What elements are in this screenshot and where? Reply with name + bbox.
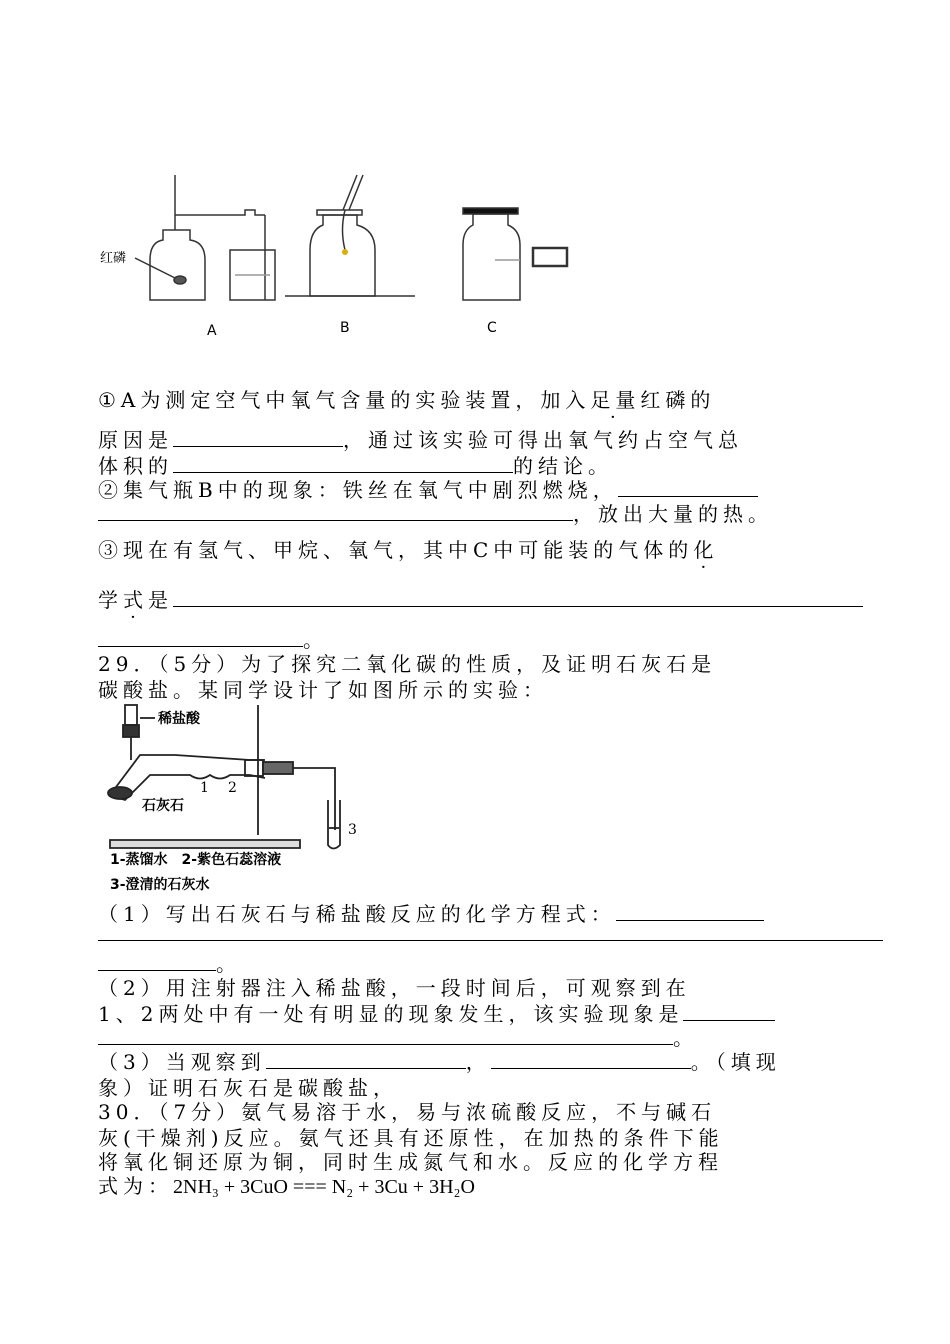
q30-line3: 将氧化铜还原为铜，同时生成氮气和水。反应的化学方程 — [98, 1150, 723, 1174]
answer-blank[interactable] — [173, 428, 343, 447]
q29-part2-text: 1、2两处中有一处有明显的现象发生，该实验现象是 — [98, 1002, 684, 1026]
q28-item2-line2 — [98, 498, 888, 527]
q28-item1-text-e: 体积的 — [98, 454, 173, 478]
q29-part1-end: 。 — [216, 952, 241, 976]
answer-blank[interactable] — [618, 478, 758, 497]
q29-part3-text-a: （3）当观察到 — [98, 1050, 266, 1074]
q30-line2: 灰(干燥剂)反应。氨气还具有还原性，在加热的条件下能 — [98, 1126, 724, 1150]
label-2: 2 — [228, 780, 237, 796]
answer-blank[interactable] — [173, 588, 863, 607]
label-1: 1 — [200, 780, 209, 796]
label-red-phosphorus: 红磷 — [100, 251, 127, 266]
syringe-icon — [123, 705, 155, 760]
q28-item1-text-c: 原因是 — [98, 428, 173, 452]
q28-item2-text-a: ②集气瓶B中的现象：铁丝在氧气中剧烈燃烧， — [98, 478, 618, 502]
q28-item3-text-a: ③现在有氢气、甲烷、氧气，其中C中可能装的气体的 — [98, 538, 694, 562]
q29-part3-text-b: ， — [465, 1050, 491, 1074]
q28-item2-text-b: ，放出大量的热。 — [573, 502, 773, 526]
q29-part2-end: 。 — [673, 1026, 698, 1050]
q30-line4 — [98, 1170, 888, 1199]
apparatus-c-icon — [463, 208, 567, 300]
q28-item1-text-f: 的结论。 — [513, 454, 613, 478]
label-a: A — [207, 323, 217, 339]
q29-heading-line2: 碳酸盐。某同学设计了如图所示的实验： — [98, 678, 548, 702]
legend-line2: 3-澄清的石灰水 — [110, 877, 210, 893]
q28-item1-text-a: ①A为测定空气中氧气含量的实验装置，加入 — [98, 388, 591, 412]
answer-blank[interactable] — [98, 502, 573, 521]
q28-item3-end: 。 — [303, 628, 328, 652]
co2-experiment-figure — [100, 700, 360, 895]
q28-item1-emphasis: 足量 — [590, 388, 641, 412]
answer-blank[interactable] — [98, 952, 216, 971]
answer-blank[interactable] — [266, 1050, 466, 1069]
q28-item3-emphasis: 化 — [693, 538, 719, 562]
q28-item1-text-d: ，通过该实验可得出氧气约占空气总 — [343, 428, 743, 452]
answer-blank[interactable] — [98, 922, 883, 941]
label-dilute-hcl: 稀盐酸 — [158, 711, 200, 727]
q28-item1-line2 — [98, 424, 888, 453]
label-b: B — [340, 320, 350, 336]
q29-part1-text: （1）写出石灰石与稀盐酸反应的化学方程式： — [98, 902, 616, 926]
v-tube-icon — [108, 705, 340, 849]
q29-part2-line1: （2）用注射器注入稀盐酸，一段时间后，可观察到在 — [98, 976, 691, 1000]
apparatus-figure-abc — [95, 170, 595, 350]
answer-blank[interactable] — [98, 628, 303, 647]
q28-item3-text-b: 学式是 — [98, 588, 173, 612]
apparatus-b-icon — [285, 175, 415, 296]
legend-line1: 1-蒸馏水 2-紫色石蕊溶液 — [110, 852, 282, 868]
label-3: 3 — [348, 822, 357, 838]
answer-blank[interactable] — [616, 902, 764, 921]
label-limestone: 石灰石 — [142, 798, 184, 814]
apparatus-a-icon — [135, 175, 275, 300]
q30-equation: 2NH₃ + 3CuO === N₂ + 3Cu + 3H₂O — [173, 1176, 475, 1198]
answer-blank[interactable] — [491, 1050, 691, 1069]
q28-item3-line1 — [98, 534, 888, 563]
q29-part3-text-c: 。（填现 — [690, 1050, 781, 1074]
q29-part1-line2 — [98, 922, 888, 946]
q30-line1: 30．（7分）氨气易溶于水，易与浓硫酸反应，不与碱石 — [98, 1100, 717, 1124]
answer-blank[interactable] — [98, 1026, 673, 1045]
q28-item3-line2 — [98, 584, 888, 613]
q29-heading-line1: 29．（5分）为了探究二氧化碳的性质，及证明石灰石是 — [98, 652, 717, 676]
q28-item1-line1 — [98, 384, 888, 413]
answer-blank[interactable] — [173, 454, 513, 473]
answer-blank[interactable] — [683, 1002, 775, 1021]
q30-eq-prefix: 式为： — [98, 1174, 173, 1198]
q29-part3-line2: 象）证明石灰石是碳酸盐， — [98, 1076, 398, 1100]
q29-part3-line1 — [98, 1046, 888, 1075]
q28-item1-text-b: 红磷的 — [640, 388, 716, 412]
label-c: C — [487, 320, 497, 336]
